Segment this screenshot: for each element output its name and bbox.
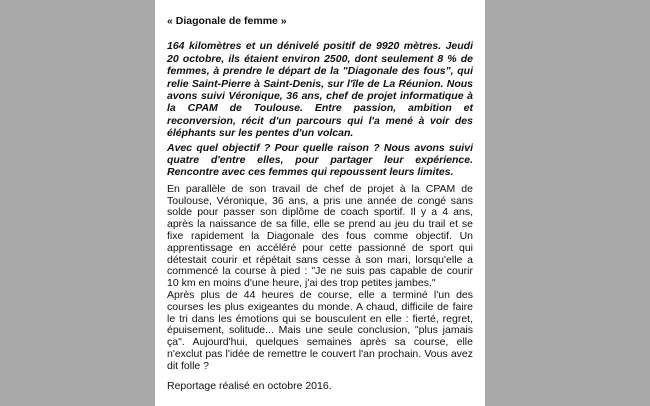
standfirst-paragraph: Avec quel objectif ? Pour quelle raison ? Nous avons suivi quatre d'entre elles, pour partager leur expérience. Rencontre avec ces femmes qui repoussent leurs limites. [167, 141, 473, 179]
footer-note: Reportage réalisé en octobre 2016. [167, 379, 332, 392]
intro-paragraph: 164 kilomètres et un dénivelé positif de 9920 mètres. Jeudi 20 octobre, ils étaient environ 2500, dont seulement 8 % de femmes, à prendre le départ de la "Diagonale des fous", qui relie Saint-Pierre à Saint-Denis, sur l'île de La Réunion. Nous avons suivi Véronique, 36 ans, chef de projet informatique à la CPAM de Toulouse. Entre passion, ambition et reconversion, récit d'un parcours qui l'a mené à voir des éléphants sur les pentes d'un volcan. [167, 40, 473, 140]
article-title: « Diagonale de femme » [167, 15, 287, 27]
article-sheet [155, 0, 485, 406]
body-paragraph-2: Après plus de 44 heures de course, elle a terminé l'un des courses les plus exigeantes du monde. A chaud, difficile de faire le tri dans les émotions qui se bousculent en elle : fierté, regret, épuisement, solitude... Mais une seule conclusion, "plus jamais ça". Aujourd'hui, quelques semaines après sa course, elle n'exclut pas l'idée de remettre le couvert l'an prochain. Vous avez dit folle ? [167, 289, 473, 372]
body-paragraph-1: En parallèle de son travail de chef de projet à la CPAM de Toulouse, Véronique, 36 ans, a pris une année de congé sans solde pour passer son diplôme de coach sportif. Il y a 4 ans, après la naissance de sa fille, elle se prend au jeu du trail et se fixe rapidement la Diagonale des fous comme objectif. Un apprentissage en accéléré pour cette passionné de sport qui détestait courir et répétait sans cesse à son mari, lorsqu'elle a commencé la course à pied : "Je ne suis pas capable de courir 10 km en moins d'une heure, j'ai des trop petites jambes." [167, 182, 473, 290]
